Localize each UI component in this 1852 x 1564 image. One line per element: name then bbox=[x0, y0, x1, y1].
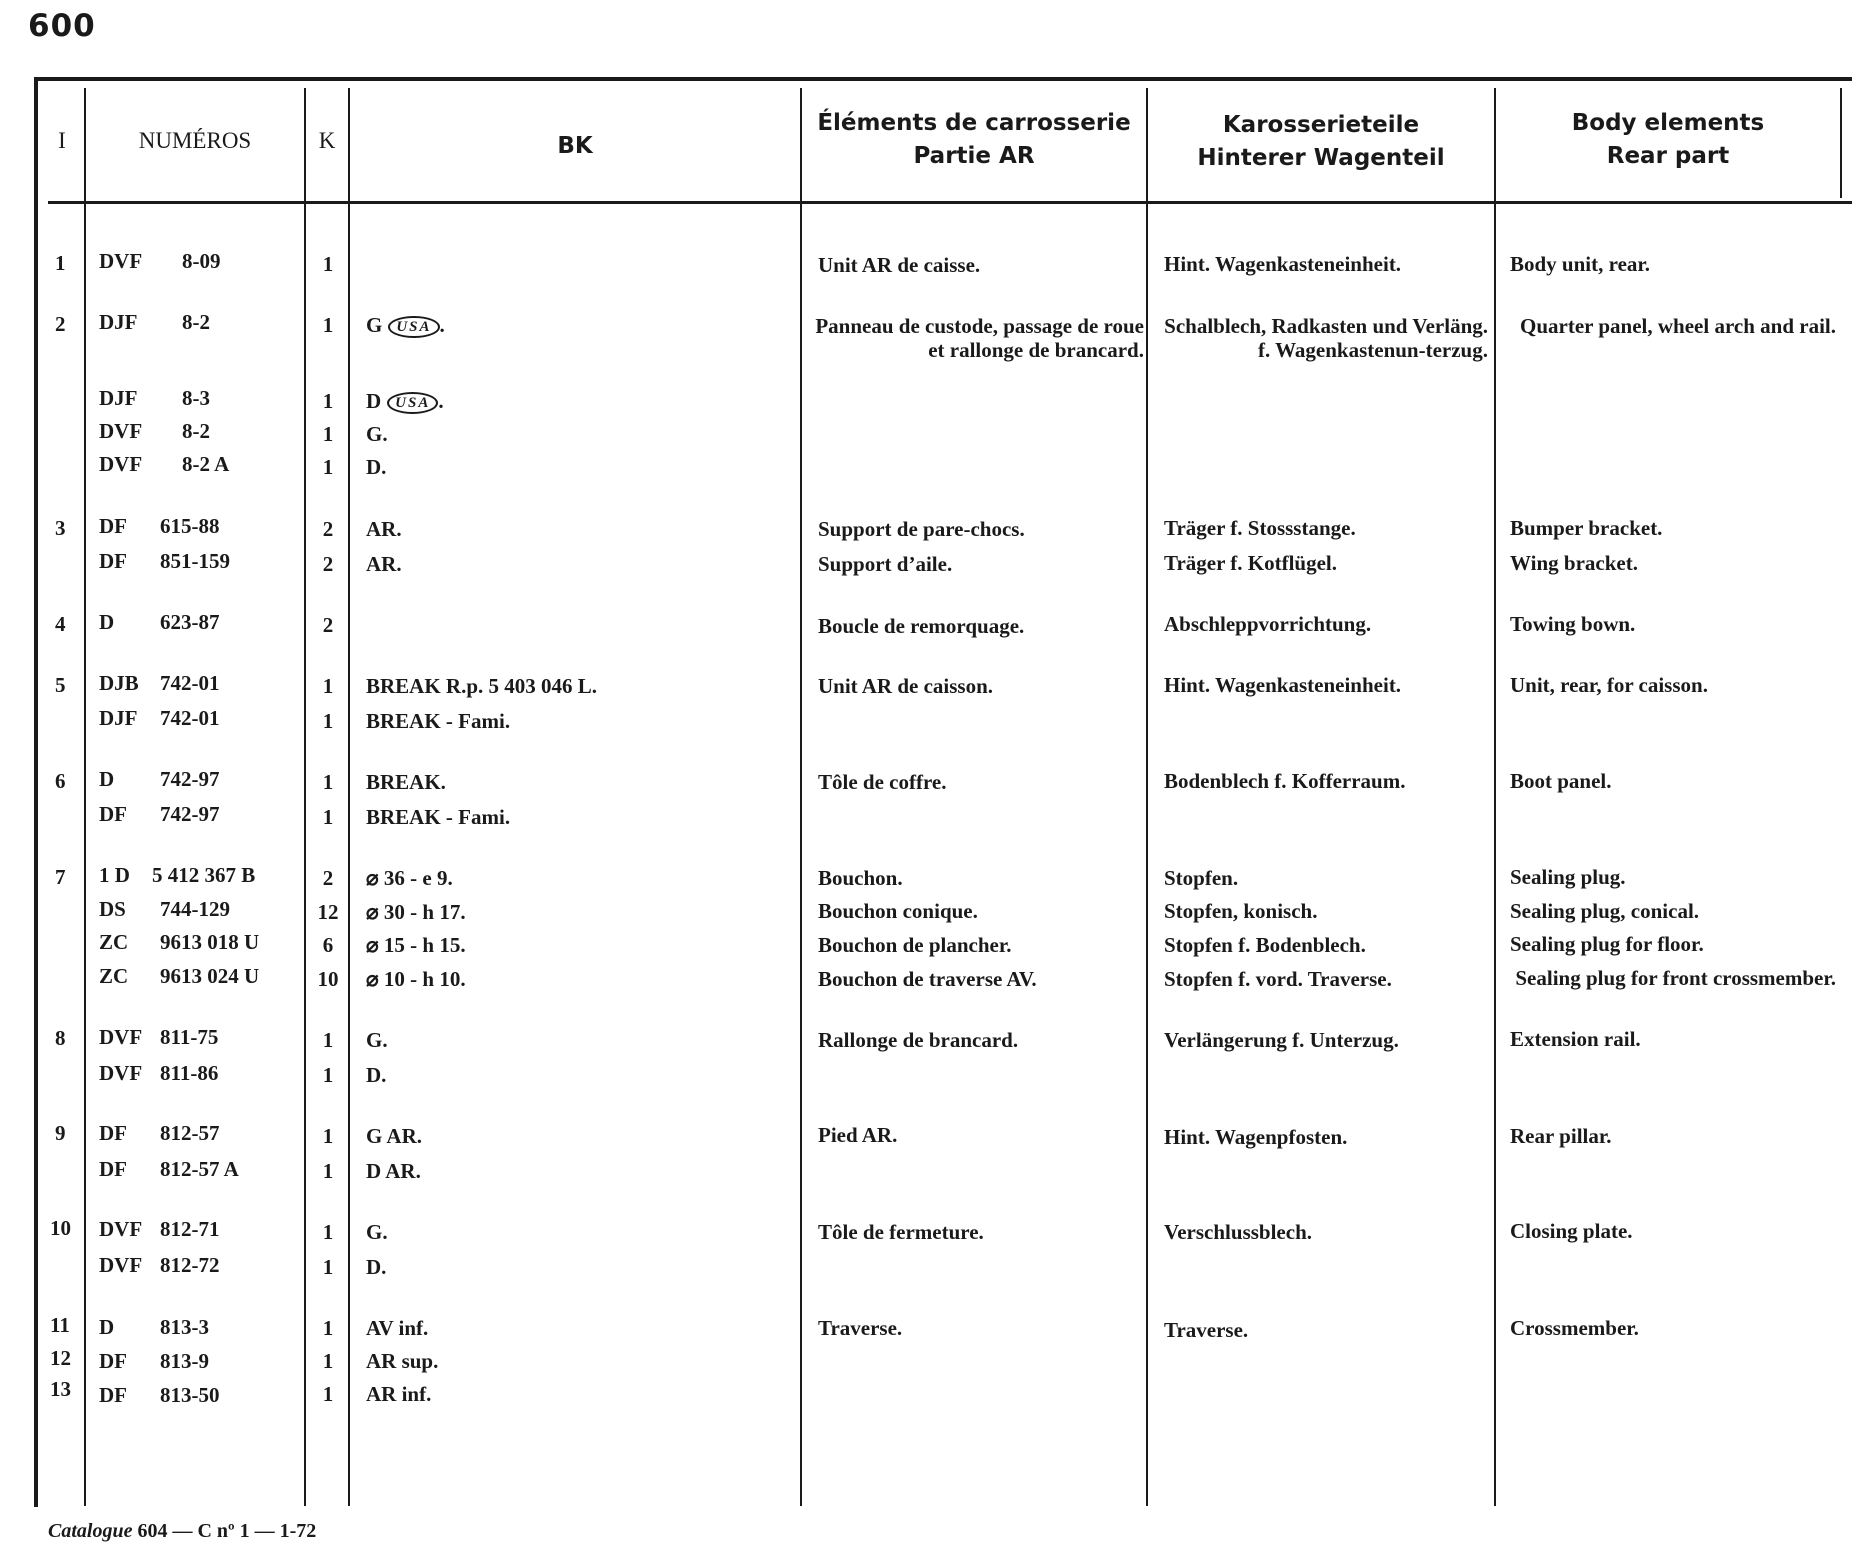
page-number: 600 bbox=[28, 8, 96, 44]
bk-note: G AR. bbox=[366, 1124, 423, 1148]
part-prefix: DVF bbox=[99, 1217, 143, 1241]
bk-note: G. bbox=[366, 1028, 388, 1052]
english-description: Bumper bracket. bbox=[1510, 516, 1663, 540]
part-prefix: DF bbox=[99, 1349, 127, 1373]
col-divider-3 bbox=[348, 88, 350, 1506]
quantity: 1 bbox=[322, 1159, 334, 1183]
english-description: Sealing plug for floor. bbox=[1510, 932, 1704, 956]
bk-note: BREAK - Fami. bbox=[366, 805, 511, 829]
english-description: Boot panel. bbox=[1510, 769, 1612, 793]
quantity: 12 bbox=[317, 900, 339, 924]
header-english-line2: Rear part bbox=[1606, 143, 1730, 169]
english-description: Extension rail. bbox=[1510, 1027, 1641, 1051]
german-description: Verlängerung f. Unterzug. bbox=[1164, 1028, 1399, 1052]
part-prefix: ZC bbox=[99, 930, 129, 954]
part-number: 812-57 A bbox=[160, 1157, 239, 1181]
french-description: Bouchon de traverse AV. bbox=[818, 967, 1037, 991]
quantity: 6 bbox=[322, 933, 334, 957]
row-index: 13 bbox=[50, 1377, 71, 1401]
part-prefix: DJF bbox=[99, 386, 138, 410]
row-index: 1 bbox=[55, 251, 66, 275]
bk-note: BREAK. bbox=[366, 770, 446, 794]
part-prefix: DJF bbox=[99, 310, 138, 334]
part-number: 9613 024 U bbox=[160, 964, 260, 988]
part-prefix: D bbox=[99, 1315, 115, 1339]
col-divider-6 bbox=[1494, 88, 1496, 1506]
bk-note: AR inf. bbox=[366, 1382, 432, 1406]
german-description: Traverse. bbox=[1164, 1318, 1249, 1342]
french-description: Unit AR de caisse. bbox=[818, 253, 981, 277]
part-prefix: DVF bbox=[99, 419, 143, 443]
part-prefix: D bbox=[99, 610, 115, 634]
quantity: 1 bbox=[322, 455, 334, 479]
part-number: 811-75 bbox=[160, 1025, 219, 1049]
quantity: 1 bbox=[322, 1316, 334, 1340]
row-index: 10 bbox=[50, 1216, 71, 1240]
bk-note: D AR. bbox=[366, 1159, 421, 1183]
part-prefix: DVF bbox=[99, 1253, 143, 1277]
german-description: Hint. Wagenkasteneinheit. bbox=[1164, 252, 1402, 276]
german-description: Stopfen. bbox=[1164, 866, 1239, 890]
part-number: 812-72 bbox=[160, 1253, 220, 1277]
english-description: Closing plate. bbox=[1510, 1219, 1633, 1243]
quantity: 1 bbox=[322, 1349, 334, 1373]
part-number: 811-86 bbox=[160, 1061, 219, 1085]
bk-note: AR. bbox=[366, 552, 402, 576]
bk-note bbox=[366, 389, 444, 414]
bk-note: BREAK - Fami. bbox=[366, 709, 511, 733]
french-description: Bouchon conique. bbox=[818, 899, 978, 923]
part-number: 813-9 bbox=[160, 1349, 209, 1373]
bk-note: D. bbox=[366, 455, 387, 479]
german-description: Hint. Wagenpfosten. bbox=[1164, 1125, 1348, 1149]
col-divider-1 bbox=[84, 88, 86, 1506]
row-index: 4 bbox=[55, 612, 66, 636]
part-prefix: D bbox=[99, 767, 115, 791]
part-number: 8-2 bbox=[182, 419, 210, 443]
english-description: Towing bown. bbox=[1510, 612, 1636, 636]
french-description: Bouchon de plancher. bbox=[818, 933, 1012, 957]
german-description: Verschlussblech. bbox=[1164, 1220, 1312, 1244]
german-description: Träger f. Stossstange. bbox=[1164, 516, 1356, 540]
row-index: 12 bbox=[50, 1346, 71, 1370]
bk-note-text: D bbox=[366, 389, 382, 413]
french-description: Rallonge de brancard. bbox=[818, 1028, 1019, 1052]
part-prefix: DS bbox=[99, 897, 126, 921]
quantity: 2 bbox=[322, 552, 334, 576]
col-divider-7 bbox=[1840, 88, 1842, 198]
usa-badge: USA bbox=[388, 316, 439, 338]
french-description: Tôle de coffre. bbox=[818, 770, 947, 794]
row-index: 2 bbox=[55, 312, 66, 336]
quantity: 1 bbox=[322, 1382, 334, 1406]
bk-note: G. bbox=[366, 1220, 388, 1244]
quantity: 1 bbox=[322, 252, 334, 276]
quantity: 1 bbox=[322, 1124, 334, 1148]
english-description: Unit, rear, for caisson. bbox=[1510, 673, 1708, 697]
left-border bbox=[34, 77, 38, 1507]
german-description: Schalblech, Radkasten und Verläng. f. Wagenkastenun-terzug. bbox=[1164, 314, 1488, 362]
part-number: 8-3 bbox=[182, 386, 210, 410]
header-german-line1: Karosserieteile bbox=[1222, 112, 1420, 138]
catalogue-label: Catalogue bbox=[48, 1520, 133, 1542]
header-index: I bbox=[58, 128, 66, 153]
quantity: 2 bbox=[322, 517, 334, 541]
german-description: Abschleppvorrichtung. bbox=[1164, 612, 1372, 636]
part-prefix: ZC bbox=[99, 964, 129, 988]
bk-note: D. bbox=[366, 1255, 387, 1279]
bk-note: ⌀ 30 - h 17. bbox=[366, 900, 466, 924]
quantity: 1 bbox=[322, 709, 334, 733]
quantity: 1 bbox=[322, 805, 334, 829]
quantity: 1 bbox=[322, 770, 334, 794]
quantity: 2 bbox=[322, 866, 334, 890]
bk-note-text: G bbox=[366, 313, 383, 337]
german-description: Hint. Wagenkasteneinheit. bbox=[1164, 673, 1402, 697]
part-number: 742-97 bbox=[160, 767, 220, 791]
header-k: K bbox=[318, 128, 336, 153]
french-description: Bouchon. bbox=[818, 866, 903, 890]
quantity: 1 bbox=[322, 1063, 334, 1087]
english-description: Wing bracket. bbox=[1510, 551, 1638, 575]
french-description: Tôle de fermeture. bbox=[818, 1220, 984, 1244]
part-prefix: DF bbox=[99, 1121, 127, 1145]
french-description: Unit AR de caisson. bbox=[818, 674, 994, 698]
bk-note bbox=[366, 313, 445, 338]
bk-note-suffix: . bbox=[439, 313, 445, 337]
quantity: 2 bbox=[322, 613, 334, 637]
row-index: 8 bbox=[55, 1026, 66, 1050]
row-index: 5 bbox=[55, 673, 66, 697]
header-french bbox=[802, 100, 1146, 180]
french-description: Traverse. bbox=[818, 1316, 903, 1340]
quantity: 1 bbox=[322, 422, 334, 446]
german-description: Träger f. Kotflügel. bbox=[1164, 551, 1338, 575]
english-description: Sealing plug for front crossmember. bbox=[1515, 966, 1836, 990]
part-number: 8-2 A bbox=[182, 452, 230, 476]
french-description: Panneau de custode, passage de roue et rallonge de brancard. bbox=[815, 314, 1144, 362]
quantity: 1 bbox=[322, 674, 334, 698]
english-description: Rear pillar. bbox=[1510, 1124, 1612, 1148]
part-prefix: DJB bbox=[99, 671, 139, 695]
german-description: Stopfen f. Bodenblech. bbox=[1164, 933, 1366, 957]
part-number: 623-87 bbox=[160, 610, 220, 634]
bk-note: BREAK R.p. 5 403 046 L. bbox=[366, 674, 598, 698]
part-prefix: DF bbox=[99, 1157, 127, 1181]
part-number: 812-71 bbox=[160, 1217, 220, 1241]
quantity: 1 bbox=[322, 1255, 334, 1279]
header-bk: BK bbox=[557, 132, 593, 159]
part-prefix: DF bbox=[99, 549, 127, 573]
header-english bbox=[1496, 100, 1840, 180]
catalogue-reference: 604 — C nº 1 — 1-72 bbox=[137, 1520, 317, 1542]
french-description: Support d’aile. bbox=[818, 552, 953, 576]
bk-note: AR sup. bbox=[366, 1349, 439, 1373]
english-description: Quarter panel, wheel arch and rail. bbox=[1520, 314, 1836, 338]
row-index: 9 bbox=[55, 1121, 66, 1145]
part-number: 851-159 bbox=[160, 549, 230, 573]
part-number: 742-01 bbox=[160, 706, 220, 730]
bk-note: AV inf. bbox=[366, 1316, 429, 1340]
part-number: 813-50 bbox=[160, 1383, 220, 1407]
part-prefix: DF bbox=[99, 1383, 127, 1407]
quantity: 1 bbox=[322, 1220, 334, 1244]
part-number: 744-129 bbox=[160, 897, 230, 921]
bk-note: ⌀ 15 - h 15. bbox=[366, 933, 466, 957]
part-number: 812-57 bbox=[160, 1121, 220, 1145]
col-divider-2 bbox=[304, 88, 306, 1506]
part-prefix: DVF bbox=[99, 249, 143, 273]
german-description: Stopfen f. vord. Traverse. bbox=[1164, 967, 1392, 991]
col-divider-5 bbox=[1146, 88, 1148, 1506]
bk-note: ⌀ 36 - e 9. bbox=[366, 866, 453, 890]
col-divider-4 bbox=[800, 88, 802, 1506]
part-prefix: 1 D bbox=[99, 863, 130, 887]
english-description: Body unit, rear. bbox=[1510, 252, 1651, 276]
header-german-line2: Hinterer Wagenteil bbox=[1197, 145, 1445, 171]
row-index: 3 bbox=[55, 516, 66, 540]
english-description: Sealing plug. bbox=[1510, 865, 1626, 889]
header-french-line2: Partie AR bbox=[913, 143, 1035, 169]
part-number: 742-97 bbox=[160, 802, 220, 826]
quantity: 1 bbox=[322, 1028, 334, 1052]
part-number: 5 412 367 B bbox=[152, 863, 256, 887]
german-description: Stopfen, konisch. bbox=[1164, 899, 1318, 923]
english-description: Sealing plug, conical. bbox=[1510, 899, 1700, 923]
german-description: Bodenblech f. Kofferraum. bbox=[1164, 769, 1406, 793]
part-prefix: DF bbox=[99, 514, 127, 538]
bk-note: G. bbox=[366, 422, 388, 446]
part-prefix: DF bbox=[99, 802, 127, 826]
quantity: 10 bbox=[317, 967, 339, 991]
row-index: 7 bbox=[55, 865, 66, 889]
part-prefix: DVF bbox=[99, 1025, 143, 1049]
header-bottom-rule bbox=[48, 201, 1852, 204]
bk-note: AR. bbox=[366, 517, 402, 541]
usa-badge: USA bbox=[387, 392, 438, 414]
part-number: 615-88 bbox=[160, 514, 220, 538]
french-description: Boucle de remorquage. bbox=[818, 614, 1025, 638]
part-prefix: DJF bbox=[99, 706, 138, 730]
header-german bbox=[1148, 102, 1494, 182]
part-number: 813-3 bbox=[160, 1315, 209, 1339]
part-number: 8-2 bbox=[182, 310, 210, 334]
part-number: 9613 018 U bbox=[160, 930, 260, 954]
top-rule bbox=[36, 77, 1852, 81]
row-index: 6 bbox=[55, 769, 66, 793]
bk-note: D. bbox=[366, 1063, 387, 1087]
catalogue-footer bbox=[48, 1520, 316, 1543]
quantity: 1 bbox=[322, 313, 334, 337]
french-description: Support de pare-chocs. bbox=[818, 517, 1025, 541]
part-prefix: DVF bbox=[99, 452, 143, 476]
row-index: 11 bbox=[50, 1313, 70, 1337]
english-description: Crossmember. bbox=[1510, 1316, 1639, 1340]
part-number: 8-09 bbox=[182, 249, 221, 273]
part-number: 742-01 bbox=[160, 671, 220, 695]
header-numbers: NUMÉROS bbox=[138, 128, 252, 153]
header-english-line1: Body elements bbox=[1571, 110, 1765, 136]
french-description: Pied AR. bbox=[818, 1123, 898, 1147]
bk-note: ⌀ 10 - h 10. bbox=[366, 967, 466, 991]
header-french-line1: Éléments de carrosserie bbox=[817, 110, 1131, 136]
quantity: 1 bbox=[322, 389, 334, 413]
bk-note-suffix: . bbox=[438, 389, 444, 413]
part-prefix: DVF bbox=[99, 1061, 143, 1085]
